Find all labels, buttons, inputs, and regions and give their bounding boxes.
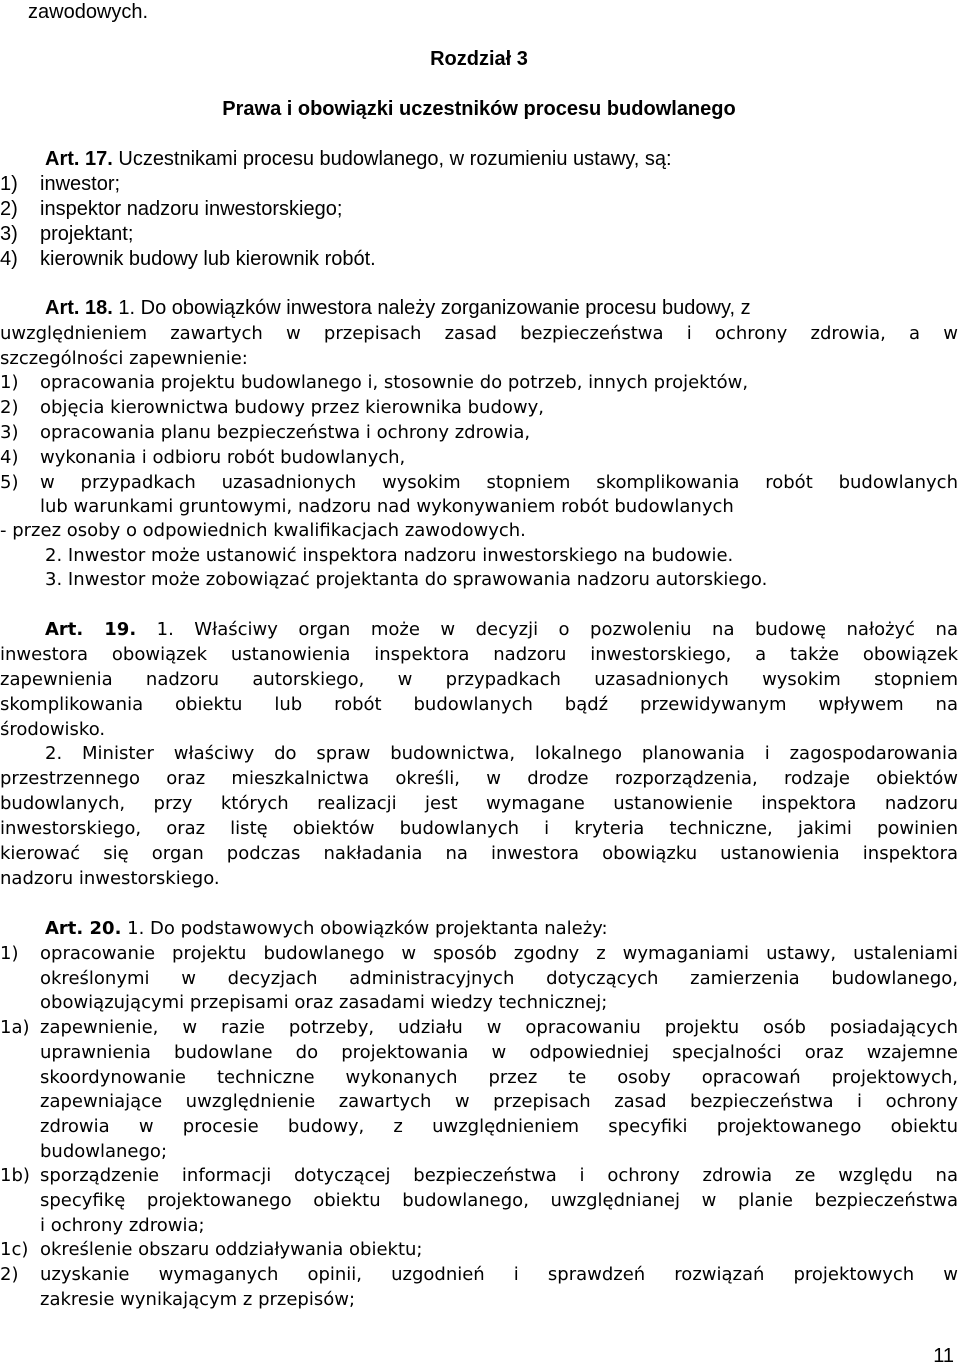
art17-item-text: inwestor; bbox=[40, 173, 121, 195]
art19-p2-line: kierować się organ podczas nakładania na inwestora obowiązku ustanowienia inspektora bbox=[0, 843, 958, 864]
art19-p1-line: zapewnienia nadzoru autorskiego, w przypadkach uzasadnionych wysokim stopniem bbox=[0, 669, 958, 690]
art20-intro: Art. 20. 1. Do podstawowych obowiązków projektanta należy: bbox=[45, 918, 608, 939]
art20-item-line: uzyskanie wymaganych opinii, uzgodnień i sprawdzeń rozwiązań projektowych w bbox=[40, 1264, 958, 1286]
art18-item-text: opracowania planu bezpieczeństwa i ochrony zdrowia, bbox=[40, 422, 531, 443]
art17-item-number: 3) bbox=[0, 223, 18, 245]
art18-p1-line2: uwzględnieniem zawartych w przepisach zasad bezpieczeństwa i ochrony zdrowia, a w bbox=[0, 323, 958, 344]
art20-item-line: zakresie wynikającym z przepisów; bbox=[40, 1288, 356, 1310]
art18-item-text: objęcia kierownictwa budowy przez kierownika budowy, bbox=[40, 397, 544, 418]
art20-label: Art. 20. bbox=[45, 918, 122, 939]
art17-item-number: 2) bbox=[0, 198, 18, 220]
art19-p2-line: przestrzennego oraz mieszkalnictwa określi, w drodze rozporządzenia, rodzaje obiektów bbox=[0, 768, 958, 789]
art17-item-number: 4) bbox=[0, 248, 18, 270]
art18-item-number: 2) bbox=[0, 397, 19, 418]
art19-p2-line: inwestorskiego, oraz listę obiektów budowlanych i kryteria techniczne, jakimi powinien bbox=[0, 818, 958, 839]
art18-p2: 2. Inwestor może ustanowić inspektora nadzoru inwestorskiego na budowie. bbox=[45, 545, 734, 566]
art20-item-line: zdrowia w procesie budowy, z uwzględnieniem specyfiki projektowanego obiektu bbox=[40, 1115, 958, 1137]
art20-item-number: 1c) bbox=[0, 1239, 29, 1261]
art20-item-line: uprawnienia budowlane do projektowania w odpowiedniej specjalności oraz wzajemne bbox=[40, 1041, 958, 1063]
art20-item-number: 1) bbox=[0, 943, 19, 964]
art18-p3: 3. Inwestor może zobowiązać projektanta do sprawowania nadzoru autorskiego. bbox=[45, 569, 768, 590]
art18-p1-line1: Art. 18. 1. Do obowiązków inwestora należy zorganizowanie procesu budowy, z bbox=[45, 297, 751, 319]
art20-item-line: specyfikę projektowanego obiektu budowlanego, uwzględnianej w planie bezpieczeństwa bbox=[40, 1190, 958, 1211]
art19-p1-line: środowisko. bbox=[0, 719, 106, 740]
art20-item-number: 1a) bbox=[0, 1017, 30, 1039]
art19-p2-line: budowlanych, przy których realizacji jest wymagane ustanowienie inspektora nadzoru bbox=[0, 793, 958, 814]
art19-p1-line: inwestora obowiązek ustanowienia inspektora nadzoru inwestorskiego, a także obowiązek bbox=[0, 644, 958, 665]
art18-item-number: 1) bbox=[0, 372, 19, 393]
art18-item-number: 5) bbox=[0, 472, 19, 493]
art18-item-number: 3) bbox=[0, 422, 19, 443]
art20-item-line: zapewniające uwzględnienie zawartych w przepisach zasad bezpieczeństwa i ochrony bbox=[40, 1091, 958, 1113]
art18-item-text: w przypadkach uzasadnionych wysokim stopniem skomplikowania robót budowlanych bbox=[40, 472, 958, 493]
art20-item-line: zapewnienie, w razie potrzeby, udziału w opracowaniu projektu osób posiadających bbox=[40, 1017, 958, 1039]
chapter-number: Rozdział 3 bbox=[430, 48, 528, 70]
art18-item-text: wykonania i odbioru robót budowlanych, bbox=[40, 447, 406, 468]
art20-item-number: 2) bbox=[0, 1264, 19, 1286]
art18-label: Art. 18. bbox=[45, 297, 113, 319]
art20-item-line: budowlanego; bbox=[40, 1140, 168, 1162]
art19-p1-line: skomplikowania obiektu lub robót budowlanych bądź przewidywanym wpływem na bbox=[0, 694, 958, 715]
art17-label: Art. 17. bbox=[45, 148, 113, 170]
art17-intro: Art. 17. Uczestnikami procesu budowlanego, w rozumieniu ustawy, są: bbox=[45, 148, 672, 170]
continuation-fragment: zawodowych. bbox=[28, 1, 149, 23]
art17-item-text: inspektor nadzoru inwestorskiego; bbox=[40, 198, 343, 220]
art20-item-line: określenie obszaru oddziaływania obiektu; bbox=[40, 1239, 423, 1261]
art20-item-line: sporządzenie informacji dotyczącej bezpieczeństwa i ochrony zdrowia ze względu na bbox=[40, 1165, 958, 1187]
art20-item-line: opracowanie projektu budowlanego w sposób zgodny z wymaganiami ustawy, ustaleniami bbox=[40, 943, 958, 964]
page-number: 11 bbox=[933, 1345, 954, 1367]
art18-item-continuation: lub warunkami gruntowymi, nadzoru nad wykonywaniem robót budowlanych bbox=[40, 496, 734, 517]
art17-item-text: kierownik budowy lub kierownik robót. bbox=[40, 248, 376, 270]
art17-item-number: 1) bbox=[0, 173, 18, 195]
art18-item-text: opracowania projektu budowlanego i, stosownie do potrzeb, innych projektów, bbox=[40, 372, 749, 393]
art18-item-number: 4) bbox=[0, 447, 19, 468]
art19-label: Art. 19. bbox=[45, 619, 137, 640]
art20-item-line: określonymi w decyzjach administracyjnych dotyczących zamierzenia budowlanego, bbox=[40, 967, 958, 989]
art18-closing: - przez osoby o odpowiednich kwalifikacjach zawodowych. bbox=[0, 520, 526, 541]
art20-item-line: skoordynowanie techniczne wykonanych przez te osoby opracowań projektowych, bbox=[40, 1066, 958, 1088]
chapter-title: Prawa i obowiązki uczestników procesu budowlanego bbox=[222, 98, 736, 120]
art19-p2-line: nadzoru inwestorskiego. bbox=[0, 868, 220, 889]
art20-item-number: 1b) bbox=[0, 1165, 30, 1187]
art20-item-line: i ochrony zdrowia; bbox=[40, 1214, 205, 1236]
art19-p1-line1: Art. 19. 1. Właściwy organ może w decyzji o pozwoleniu na budowę nałożyć na bbox=[45, 619, 959, 640]
art19-p2-line: 2. Minister właściwy do spraw budownictwa, lokalnego planowania i zagospodarowania bbox=[45, 743, 958, 764]
art17-item-text: projektant; bbox=[40, 223, 134, 245]
art20-item-line: obowiązującymi przepisami oraz zasadami wiedzy technicznej; bbox=[40, 992, 608, 1014]
art18-p1-line3: szczególności zapewnienie: bbox=[0, 348, 248, 369]
